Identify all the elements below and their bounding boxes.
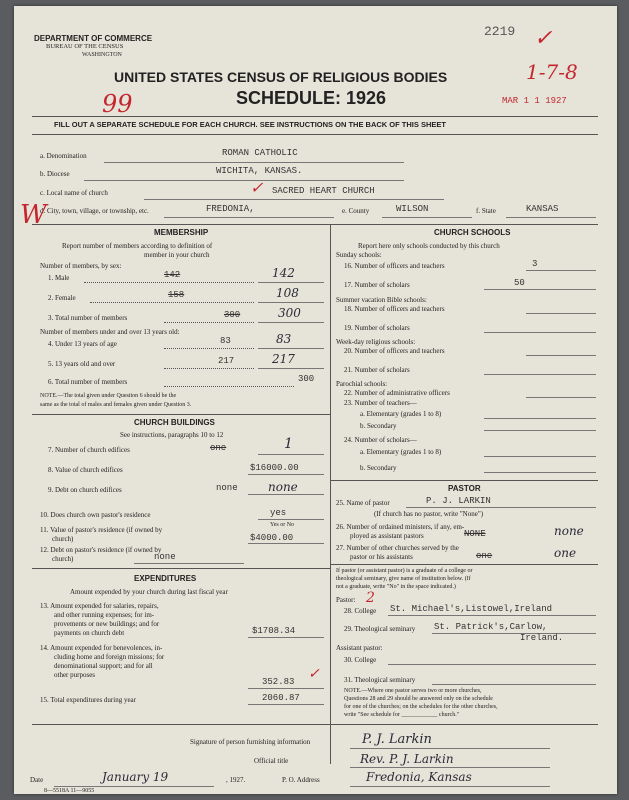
q9-handwritten: none (268, 480, 298, 494)
q20-label: 20. Number of officers and teachers (344, 347, 445, 355)
q17-value: 50 (514, 278, 525, 288)
q23-label: 23. Number of teachers— (344, 399, 417, 407)
q31-label: 31. Theological seminary (344, 676, 416, 684)
red-pastor-mark: 2 (366, 590, 375, 606)
state-label: f. State (476, 207, 496, 215)
red-check-expenditure: ✓ (308, 666, 320, 682)
q1-label: 1. Male (48, 274, 70, 282)
red-date-note: 1-7-8 (526, 60, 578, 84)
q1-typed: 142 (164, 270, 181, 280)
graduate-note-3: not a graduate, write "No" in the space indicated.) (336, 584, 456, 590)
red-w-mark: W (20, 200, 47, 230)
membership-heading: MEMBERSHIP (154, 228, 209, 237)
q23a-label: a. Elementary (grades 1 to 8) (360, 410, 442, 418)
q26-typed: NONE (464, 529, 486, 539)
census-schedule-page (14, 6, 617, 794)
q4-handwritten: 83 (276, 332, 292, 346)
q8-value: $16000.00 (250, 463, 299, 473)
q5-handwritten: 217 (272, 352, 295, 366)
q27-label-2: pastor or his assistants (350, 553, 413, 561)
pastor-note-3: for one of the churches; on the schedules for the other churches, (344, 704, 498, 710)
q4-label: 4. Under 13 years of age (48, 340, 117, 348)
age-label: Number of members under and over 13 years old: (40, 328, 180, 336)
official-title-label: Official title (254, 757, 289, 765)
year-value: , 1927. (226, 776, 246, 784)
q27-handwritten: one (554, 546, 577, 560)
pastor-name-value: P. J. LARKIN (426, 496, 491, 506)
city-label: d. City, town, village, or township, etc. (40, 207, 149, 215)
q13-value: $1708.34 (252, 626, 296, 636)
po-address-label: P. O. Address (282, 776, 320, 784)
q2-label: 2. Female (48, 294, 76, 302)
q16-value: 3 (532, 259, 538, 269)
q11-label: 11. Value of pastor's residence (if owned by (40, 526, 163, 534)
expenditures-heading: EXPENDITURES (134, 574, 197, 583)
q28-label: 28. College (344, 607, 377, 615)
q7-typed: one (210, 443, 227, 453)
q4-typed: 83 (220, 336, 231, 346)
q25-label: 25. Name of pastor (336, 499, 390, 507)
county-value: WILSON (396, 204, 429, 214)
diocese-value: WICHITA, KANSAS. (216, 166, 303, 176)
po-address-value: Fredonia, Kansas (366, 770, 472, 784)
q15-value: 2060.87 (262, 693, 300, 703)
seminary-value-2: Ireland. (520, 633, 564, 643)
diocese-label: b. Diocese (40, 170, 70, 178)
q23b-label: b. Secondary (360, 422, 397, 430)
q7-label: 7. Number of church edifices (48, 446, 130, 454)
q21-label: 21. Number of scholars (344, 366, 410, 374)
membership-note: NOTE.—The total given under Question 6 should be the (40, 393, 177, 399)
buildings-instruction: See instructions, paragraphs 10 to 12 (120, 431, 224, 439)
q2-typed: 158 (168, 290, 185, 300)
denomination-value: ROMAN CATHOLIC (222, 148, 298, 158)
form-title: UNITED STATES CENSUS OF RELIGIOUS BODIES (114, 69, 448, 85)
church-name-value: SACRED HEART CHURCH (272, 186, 375, 196)
signature: P. J. Larkin (362, 732, 432, 747)
q14-label-2: cluding home and foreign missions; for (54, 653, 165, 661)
county-label: e. County (342, 207, 370, 215)
q12-value: none (154, 552, 176, 562)
q27-typed: one (476, 551, 493, 561)
red-check-church: ✓ (250, 178, 264, 197)
city-value: FREDONIA, (206, 204, 255, 214)
church-name-label: c. Local name of church (40, 189, 108, 197)
q29-label: 29. Theological seminary (344, 625, 416, 633)
q15-label: 15. Total expenditures during year (40, 696, 136, 704)
red-number-99: 99 (102, 90, 133, 118)
parochial-schools-label: Parochial schools: (336, 380, 388, 388)
college-value: St. Michael's,Listowel,Ireland (390, 604, 553, 614)
signature-label: Signature of person furnishing information (190, 738, 311, 746)
q12-label-2: church) (52, 555, 74, 563)
state-value: KANSAS (526, 204, 559, 214)
q9-typed: none (216, 483, 238, 493)
denomination-label: a. Denomination (40, 152, 87, 160)
q13-label-3: provements or new buildings; and for (54, 620, 160, 628)
graduate-note: If pastor (or assistant pastor) is a graduate of a college or (336, 568, 473, 574)
church-buildings-heading: CHURCH BUILDINGS (134, 418, 215, 427)
q14-label: 14. Amount expended for benevolences, in- (40, 644, 163, 652)
q11-value: $4000.00 (250, 533, 294, 543)
q13-label-2: and other running expenses; for im- (54, 611, 155, 619)
q10-label: 10. Does church own pastor's residence (40, 511, 151, 519)
bureau-label: BUREAU OF THE CENSUS (46, 43, 124, 50)
serial-number: 2219 (484, 24, 516, 39)
q24-label: 24. Number of scholars— (344, 436, 417, 444)
q19-label: 19. Number of scholars (344, 324, 410, 332)
q13-label: 13. Amount expended for salaries, repairs, (40, 602, 159, 610)
membership-intro-2: member in your church (144, 251, 210, 259)
pastor-note: NOTE.—Where one pastor serves two or more churches, (344, 688, 482, 694)
print-code: 8—5518A 11—9055 (44, 788, 95, 794)
q5-label: 5. 13 years old and over (48, 360, 116, 368)
q9-label: 9. Debt on church edifices (48, 486, 122, 494)
pastor-label: Pastor: (336, 596, 356, 604)
q18-label: 18. Number of officers and teachers (344, 305, 445, 313)
instructions-line: FILL OUT A SEPARATE SCHEDULE FOR EACH CHURCH. SEE INSTRUCTIONS ON THE BACK OF THIS SHEET (54, 120, 446, 129)
official-title-value: Rev. P. J. Larkin (360, 752, 454, 766)
q14-label-3: denominational support; and for all (54, 662, 153, 670)
graduate-note-2: theological seminary, give name of institution below. (If (336, 576, 471, 582)
weekday-schools-label: Week-day religious schools: (336, 338, 416, 346)
q27-label: 27. Number of other churches served by the (336, 544, 459, 552)
pastor-heading: PASTOR (448, 484, 481, 493)
members-by-sex-label: Number of members, by sex: (40, 262, 122, 270)
received-stamp: MAR 1 1 1927 (502, 96, 567, 106)
q3-handwritten: 300 (278, 306, 301, 320)
q26-label: 26. Number of ordained ministers, if any, em- (336, 523, 465, 531)
q3-typed: 300 (224, 310, 241, 320)
red-check-mark: ✓ (534, 26, 553, 51)
q25-hint: (If church has no pastor, write "None") (374, 510, 484, 518)
date-value: January 19 (102, 770, 169, 784)
date-label: Date (30, 776, 44, 784)
q3-label: 3. Total number of members (48, 314, 128, 322)
q16-label: 16. Number of officers and teachers (344, 262, 445, 270)
q26-label-2: ployed as assistant pastors (350, 532, 424, 540)
membership-note-2: same as the total of males and females given under Question 3. (40, 402, 192, 408)
q2-handwritten: 108 (276, 286, 299, 300)
q24a-label: a. Elementary (grades 1 to 8) (360, 448, 442, 456)
q17-label: 17. Number of scholars (344, 281, 410, 289)
q7-handwritten: 1 (284, 436, 293, 452)
q24b-label: b. Secondary (360, 464, 397, 472)
q12-label: 12. Debt on pastor's residence (if owned by (40, 546, 162, 554)
schools-intro: Report here only schools conducted by this church (358, 242, 500, 250)
q14-label-4: other purposes (54, 671, 96, 679)
membership-intro: Report number of members according to definition of (62, 242, 213, 250)
seminary-value: St. Patrick's,Carlow, (434, 622, 548, 632)
yes-or-no-hint: Yes or No (270, 522, 295, 528)
q13-label-4: payments on church debt (54, 629, 125, 637)
vacation-schools-label: Summer vacation Bible schools: (336, 296, 427, 304)
q6-typed: 300 (298, 374, 315, 384)
expenditures-intro: Amount expended by your church during last fiscal year (70, 588, 228, 596)
q5-typed: 217 (218, 356, 235, 366)
q14-value: 352.83 (262, 677, 295, 687)
schedule-title: SCHEDULE: 1926 (236, 88, 387, 108)
q10-value: yes (270, 508, 287, 518)
q26-handwritten: none (554, 524, 584, 538)
pastor-note-2: Questions 28 and 29 should be answered only on the schedule (344, 696, 493, 702)
q11-label-2: church) (52, 535, 74, 543)
pastor-note-4: write "See schedule for ____________ church." (344, 712, 460, 718)
q6-label: 6. Total number of members (48, 378, 128, 386)
location-label: WASHINGTON (82, 52, 122, 58)
q1-handwritten: 142 (272, 266, 295, 280)
q8-label: 8. Value of church edifices (48, 466, 123, 474)
q22-label: 22. Number of administrative officers (344, 389, 450, 397)
church-schools-heading: CHURCH SCHOOLS (434, 228, 511, 237)
sunday-schools-label: Sunday schools: (336, 251, 382, 259)
assistant-pastor-label: Assistant pastor: (336, 644, 383, 652)
department-label: DEPARTMENT OF COMMERCE (34, 34, 153, 43)
q30-label: 30. College (344, 656, 377, 664)
